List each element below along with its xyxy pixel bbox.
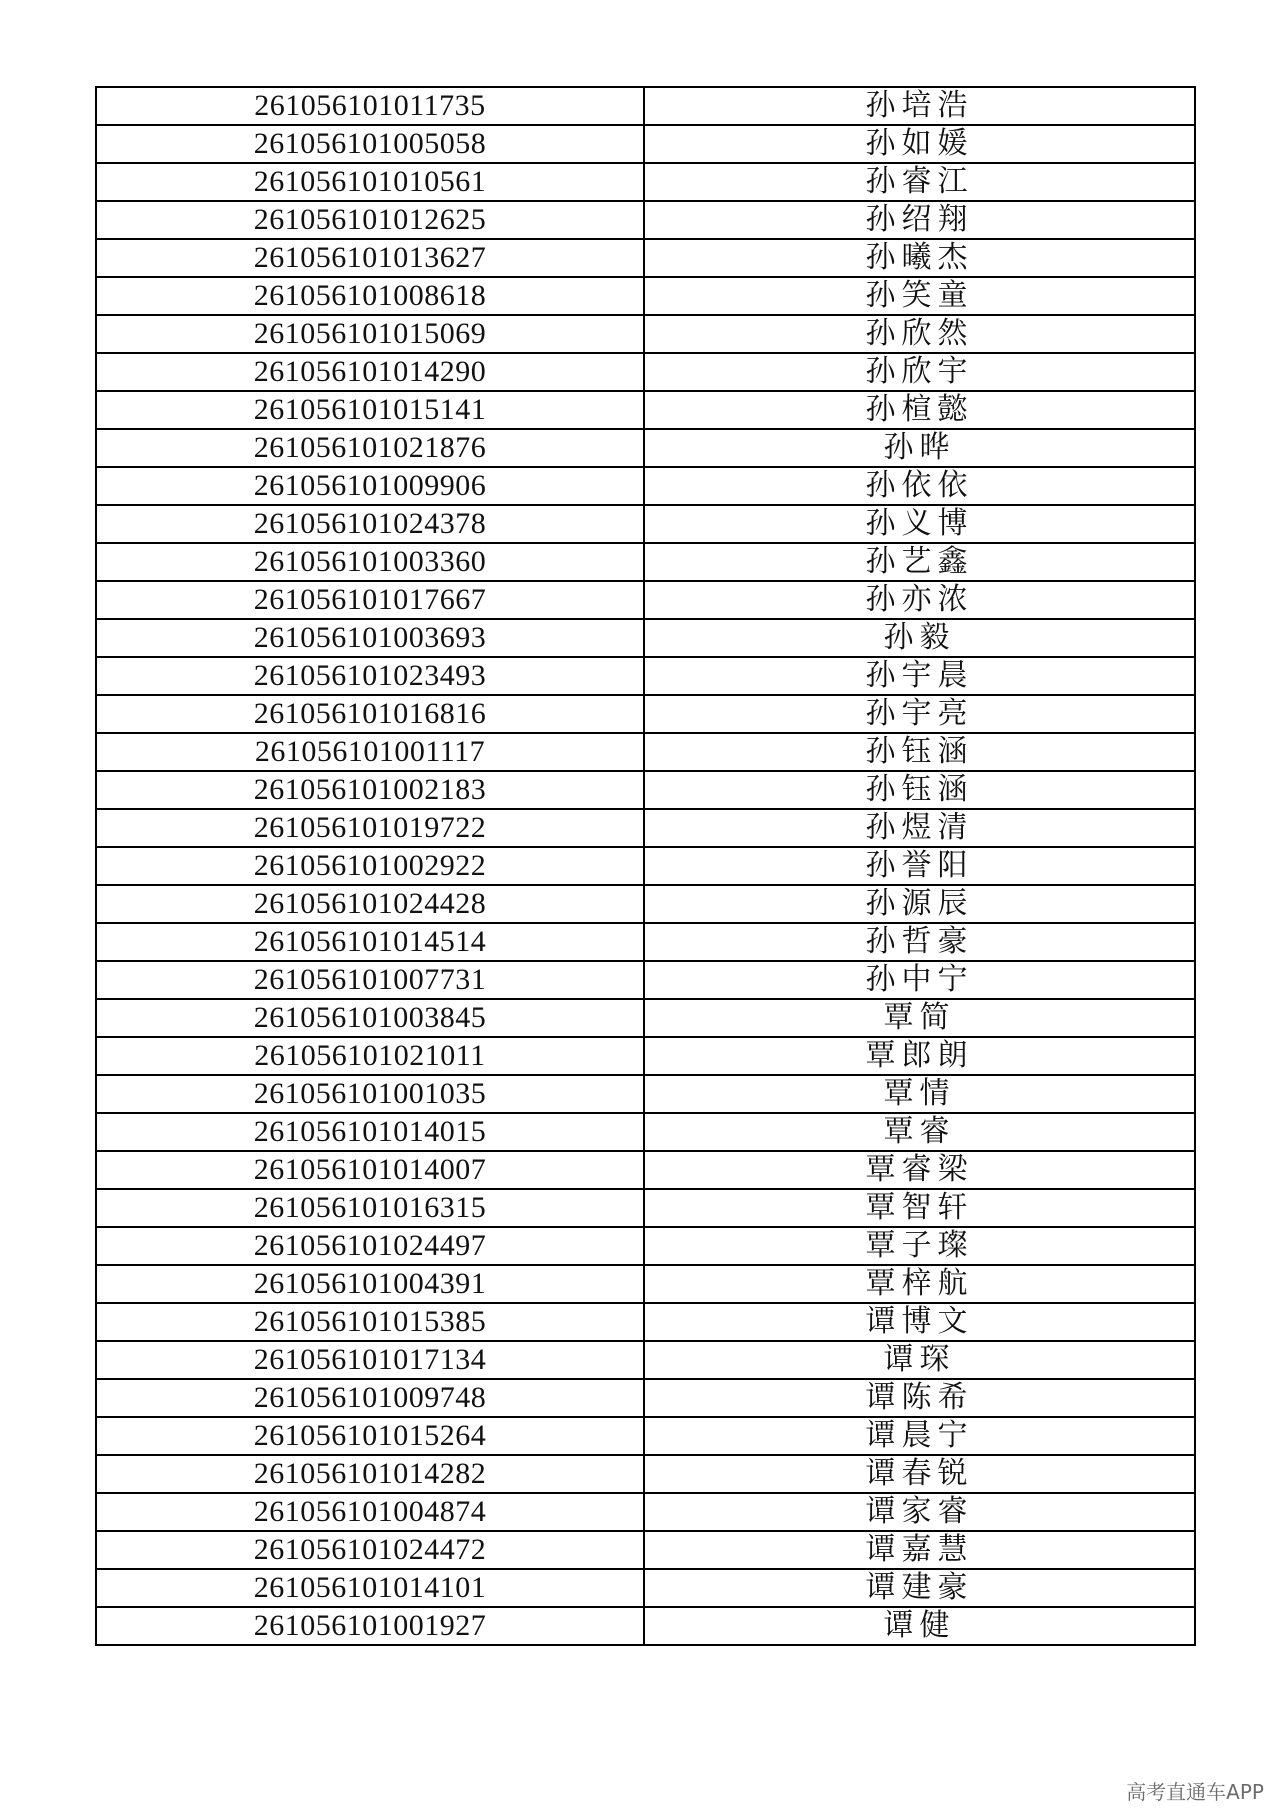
- table-row: [96, 315, 1195, 353]
- table-row: [96, 1075, 1195, 1113]
- exam-id-cell: 261056101009748: [96, 1379, 644, 1417]
- roster-table-body: [96, 87, 1195, 1645]
- student-name-cell: 谭健: [644, 1607, 1195, 1645]
- table-row: [96, 809, 1195, 847]
- exam-id-cell: 261056101024428: [96, 885, 644, 923]
- table-row: [96, 961, 1195, 999]
- table-row: [96, 505, 1195, 543]
- table-row: [96, 885, 1195, 923]
- table-row: [96, 1189, 1195, 1227]
- table-row: [96, 619, 1195, 657]
- student-name-cell: 孙宇亮: [644, 695, 1195, 733]
- exam-id-cell: 261056101009906: [96, 467, 644, 505]
- exam-id-cell: 261056101019722: [96, 809, 644, 847]
- student-name-cell: 覃子璨: [644, 1227, 1195, 1265]
- table-row: [96, 1113, 1195, 1151]
- student-name-cell: 孙晔: [644, 429, 1195, 467]
- student-name-cell: 覃睿梁: [644, 1151, 1195, 1189]
- student-name-cell: 孙中宁: [644, 961, 1195, 999]
- exam-id-cell: 261056101014015: [96, 1113, 644, 1151]
- exam-id-cell: 261056101001927: [96, 1607, 644, 1645]
- student-name-cell: 谭晨宁: [644, 1417, 1195, 1455]
- exam-id-cell: 261056101013627: [96, 239, 644, 277]
- table-row: [96, 1151, 1195, 1189]
- student-name-cell: 谭春锐: [644, 1455, 1195, 1493]
- exam-id-cell: 261056101016816: [96, 695, 644, 733]
- table-row: [96, 1303, 1195, 1341]
- exam-id-cell: 261056101008618: [96, 277, 644, 315]
- exam-id-cell: 261056101004391: [96, 1265, 644, 1303]
- exam-id-cell: 261056101014101: [96, 1569, 644, 1607]
- table-row: [96, 923, 1195, 961]
- exam-id-cell: 261056101001035: [96, 1075, 644, 1113]
- student-name-cell: 孙誉阳: [644, 847, 1195, 885]
- student-name-cell: 孙楦懿: [644, 391, 1195, 429]
- student-name-cell: 孙哲豪: [644, 923, 1195, 961]
- exam-id-cell: 261056101017134: [96, 1341, 644, 1379]
- exam-id-cell: 261056101003693: [96, 619, 644, 657]
- student-name-cell: 谭嘉慧: [644, 1531, 1195, 1569]
- student-name-cell: 覃梓航: [644, 1265, 1195, 1303]
- table-row: [96, 1569, 1195, 1607]
- student-name-cell: 孙如媛: [644, 125, 1195, 163]
- table-row: [96, 1379, 1195, 1417]
- exam-id-cell: 261056101014290: [96, 353, 644, 391]
- table-row: [96, 1037, 1195, 1075]
- student-name-cell: 孙亦浓: [644, 581, 1195, 619]
- student-name-cell: 孙笑童: [644, 277, 1195, 315]
- student-name-cell: 覃情: [644, 1075, 1195, 1113]
- exam-id-cell: 261056101015385: [96, 1303, 644, 1341]
- student-name-cell: 孙义博: [644, 505, 1195, 543]
- table-row: [96, 771, 1195, 809]
- student-name-cell: 孙欣然: [644, 315, 1195, 353]
- student-name-cell: 孙钰涵: [644, 733, 1195, 771]
- table-row: [96, 1265, 1195, 1303]
- table-row: [96, 277, 1195, 315]
- table-row: [96, 733, 1195, 771]
- table-row: [96, 429, 1195, 467]
- roster-sheet: [95, 86, 1190, 1646]
- table-row: [96, 581, 1195, 619]
- student-name-cell: 孙依依: [644, 467, 1195, 505]
- exam-id-cell: 261056101016315: [96, 1189, 644, 1227]
- exam-id-cell: 261056101004874: [96, 1493, 644, 1531]
- exam-id-cell: 261056101015141: [96, 391, 644, 429]
- exam-id-cell: 261056101024472: [96, 1531, 644, 1569]
- roster-table: [95, 86, 1196, 1646]
- table-row: [96, 657, 1195, 695]
- table-row: [96, 1607, 1195, 1645]
- exam-id-cell: 261056101014007: [96, 1151, 644, 1189]
- exam-id-cell: 261056101015069: [96, 315, 644, 353]
- student-name-cell: 覃智轩: [644, 1189, 1195, 1227]
- app-watermark: 高考直通车APP: [1126, 1780, 1264, 1804]
- student-name-cell: 孙艺鑫: [644, 543, 1195, 581]
- table-row: [96, 847, 1195, 885]
- exam-id-cell: 261056101023493: [96, 657, 644, 695]
- student-name-cell: 覃简: [644, 999, 1195, 1037]
- student-name-cell: 孙煜清: [644, 809, 1195, 847]
- student-name-cell: 孙培浩: [644, 87, 1195, 125]
- table-row: [96, 999, 1195, 1037]
- student-name-cell: 孙曦杰: [644, 239, 1195, 277]
- exam-id-cell: 261056101021011: [96, 1037, 644, 1075]
- table-row: [96, 1227, 1195, 1265]
- student-name-cell: 谭建豪: [644, 1569, 1195, 1607]
- student-name-cell: 覃睿: [644, 1113, 1195, 1151]
- table-row: [96, 1341, 1195, 1379]
- table-row: [96, 695, 1195, 733]
- exam-id-cell: 261056101021876: [96, 429, 644, 467]
- exam-id-cell: 261056101001117: [96, 733, 644, 771]
- student-name-cell: 覃郎朗: [644, 1037, 1195, 1075]
- exam-id-cell: 261056101003845: [96, 999, 644, 1037]
- student-name-cell: 谭陈希: [644, 1379, 1195, 1417]
- student-name-cell: 谭博文: [644, 1303, 1195, 1341]
- exam-id-cell: 261056101015264: [96, 1417, 644, 1455]
- table-row: [96, 1417, 1195, 1455]
- student-name-cell: 孙宇晨: [644, 657, 1195, 695]
- student-name-cell: 孙睿江: [644, 163, 1195, 201]
- table-row: [96, 391, 1195, 429]
- table-row: [96, 1493, 1195, 1531]
- table-row: [96, 1455, 1195, 1493]
- exam-id-cell: 261056101024497: [96, 1227, 644, 1265]
- student-name-cell: 孙毅: [644, 619, 1195, 657]
- table-row: [96, 1531, 1195, 1569]
- student-name-cell: 谭琛: [644, 1341, 1195, 1379]
- exam-id-cell: 261056101014514: [96, 923, 644, 961]
- table-row: [96, 543, 1195, 581]
- table-row: [96, 467, 1195, 505]
- exam-id-cell: 261056101005058: [96, 125, 644, 163]
- exam-id-cell: 261056101002183: [96, 771, 644, 809]
- exam-id-cell: 261056101011735: [96, 87, 644, 125]
- student-name-cell: 孙欣宇: [644, 353, 1195, 391]
- exam-id-cell: 261056101007731: [96, 961, 644, 999]
- table-row: [96, 163, 1195, 201]
- exam-id-cell: 261056101014282: [96, 1455, 644, 1493]
- exam-id-cell: 261056101010561: [96, 163, 644, 201]
- exam-id-cell: 261056101003360: [96, 543, 644, 581]
- exam-id-cell: 261056101002922: [96, 847, 644, 885]
- exam-id-cell: 261056101012625: [96, 201, 644, 239]
- student-name-cell: 孙源辰: [644, 885, 1195, 923]
- table-row: [96, 239, 1195, 277]
- table-row: [96, 353, 1195, 391]
- student-name-cell: 孙钰涵: [644, 771, 1195, 809]
- table-row: [96, 125, 1195, 163]
- table-row: [96, 201, 1195, 239]
- exam-id-cell: 261056101024378: [96, 505, 644, 543]
- table-row: [96, 87, 1195, 125]
- student-name-cell: 谭家睿: [644, 1493, 1195, 1531]
- exam-id-cell: 261056101017667: [96, 581, 644, 619]
- student-name-cell: 孙绍翔: [644, 201, 1195, 239]
